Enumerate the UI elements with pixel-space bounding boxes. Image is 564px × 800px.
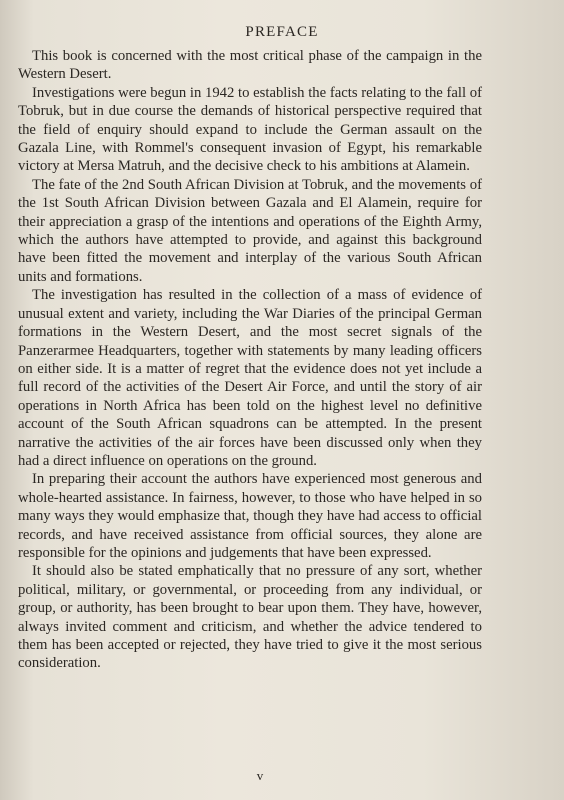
- paragraph-2: Investigations were begun in 1942 to establish the facts relating to the fall of Tobruk, but in due course the demands of historical perspective required that the field of enquiry should expand to include the German assault on the Gazala Line, with Rommel's consequent invasion of Egypt, his remarkable victory at Mersa Matruh, and the decisive check to his ambitions at Alamein.: [18, 84, 482, 175]
- paragraph-1: This book is concerned with the most critical phase of the campaign in the Western Desert.: [18, 48, 482, 83]
- preface-body: [18, 47, 482, 673]
- paragraph-3: The fate of the 2nd South African Division at Tobruk, and the movements of the 1st South African Division between Gazala and El Alamein, require for their appreciation a grasp of the intentions and operations of the Eighth Army, which the authors have attempted to provide, and against this background have been fitted the movement and interplay of the various South African units and formations.: [18, 176, 482, 285]
- page-number: v: [256, 768, 264, 783]
- paragraph-5: In preparing their account the authors have experienced most generous and whole-hearted assistance. In fairness, however, to those who have helped in so many ways they would emphasize that, though they have had access to official records, and have received assistance from official sources, they alone are responsible for the opinions and judgements that have been expressed.: [18, 471, 482, 561]
- paragraph-6: It should also be stated emphatically that no pressure of any sort, whether political, military, or governmental, or proceeding from any individual, or group, or authority, has been brought to bear upon them. They have, however, always invited comment and criticism, and whether the advice tendered to them has been accepted or rejected, they have tried to give it the most serious consideration.: [18, 563, 482, 672]
- paragraph-4: The investigation has resulted in the collection of a mass of evidence of unusual extent and variety, including the War Diaries of the principal German formations in the Western Desert, and the most secret signals of the Panzerarmee Headquarters, together with statements by many leading officers on either side. It is a matter of regret that the evidence does not yet include a full record of the activities of the Desert Air Force, and until the story of air operations in North Africa has been told on the highest level no definitive account of the South African squadrons can be attempted. In the present narrative the activities of the air forces have been discussed only when they had a direct influence on operations on the ground.: [18, 287, 482, 469]
- page-title: PREFACE: [245, 24, 319, 40]
